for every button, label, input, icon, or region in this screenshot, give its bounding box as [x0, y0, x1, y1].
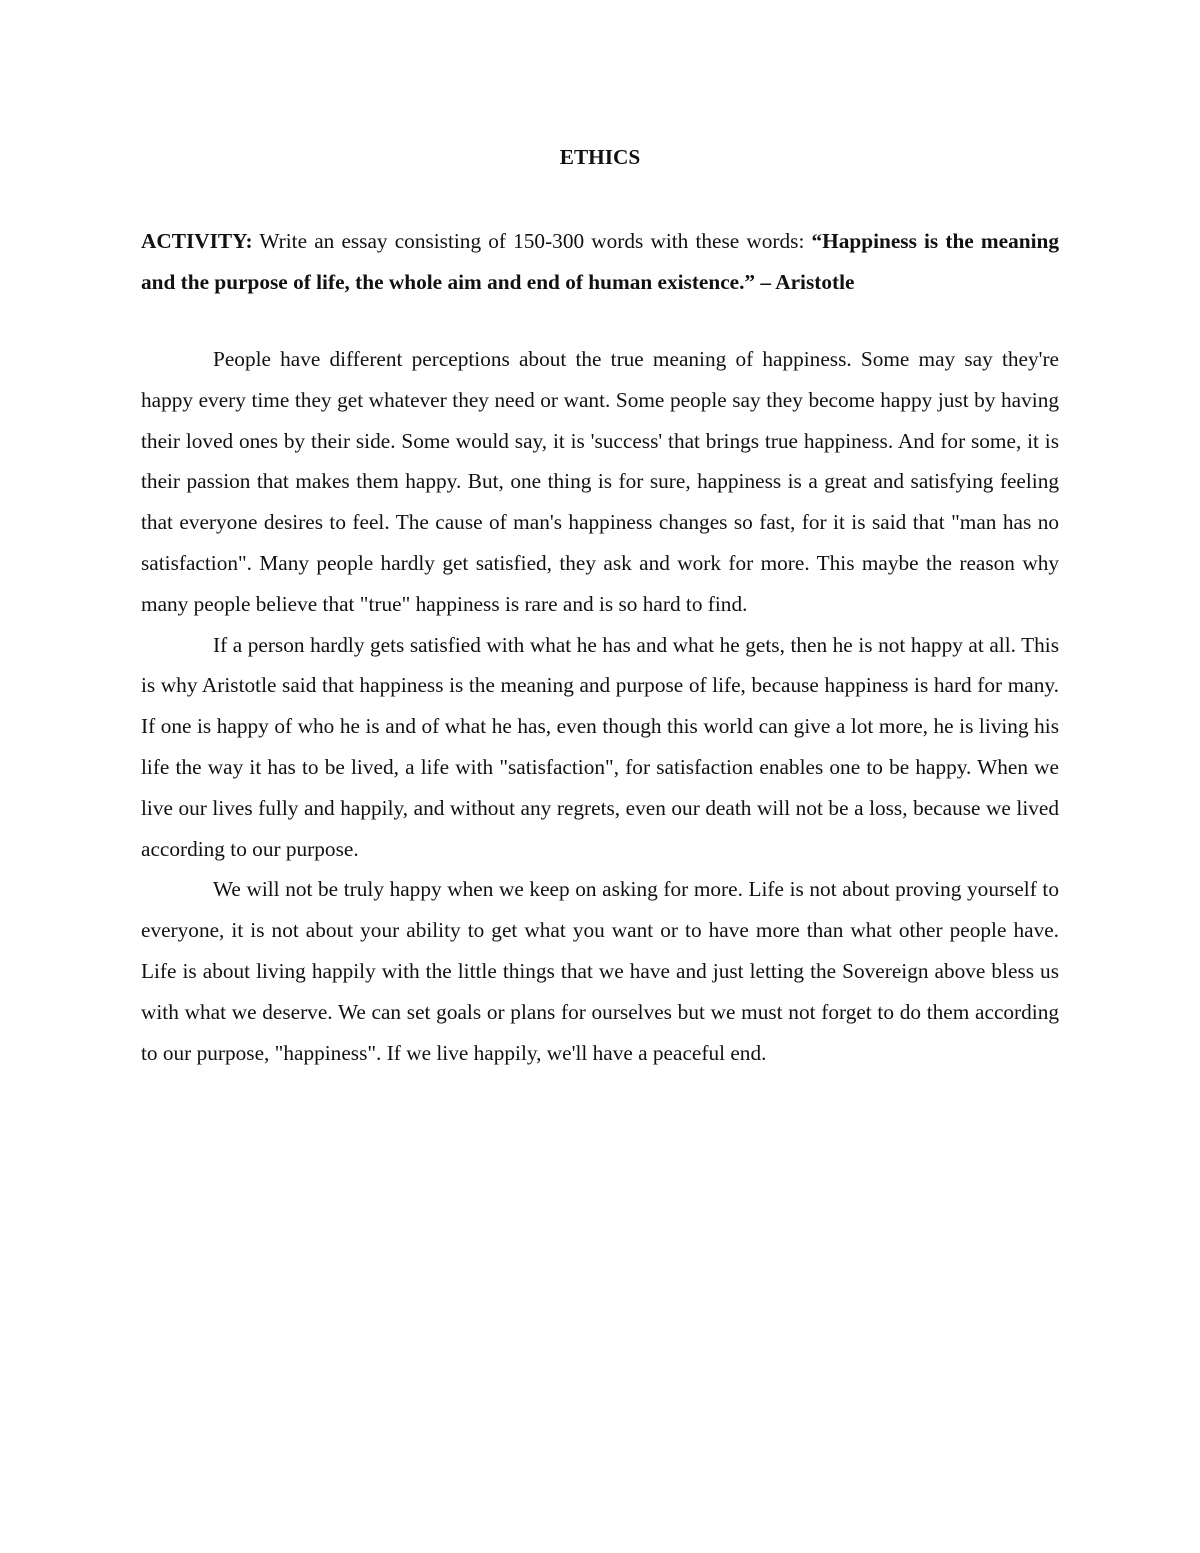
essay-paragraph: We will not be truly happy when we keep on asking for more. Life is not about proving yourself to everyone, it is not about your ability to get what you want or to have more than what other people have. Life is about living happily with the little things that we have and just letting the Sovereign above bless us with what we deserve. We can set goals or plans for ourselves but we must not forget to do them according to our purpose, "happiness". If we live happily, we'll have a peaceful end. [141, 877, 1059, 1065]
essay-paragraph: People have different perceptions about the true meaning of happiness. Some may say they're happy every time they get whatever they need or want. Some people say they become happy just by having their loved ones by their side. Some would say, it is 'success' that brings true happiness. And for some, it is their passion that makes them happy. But, one thing is for sure, happiness is a great and satisfying feeling that everyone desires to feel. The cause of man's happiness changes so fast, for it is said that "man has no satisfaction". Many people hardly get satisfied, they ask and work for more. This maybe the reason why many people believe that "true" happiness is rare and is so hard to find. [141, 347, 1059, 616]
page-title: ETHICS [559, 145, 641, 169]
activity-quote: “Happiness is the meaning and the purpose of life, the whole aim and end of human existence.” – Aristotle [141, 229, 1059, 294]
activity-prompt [141, 221, 1059, 303]
activity-instruction: Write an essay consisting of 150-300 words with these words: [252, 229, 812, 253]
essay-paragraph: If a person hardly gets satisfied with what he has and what he gets, then he is not happy at all. This is why Aristotle said that happiness is the meaning and purpose of life, because happiness is hard for many. If one is happy of who he is and of what he has, even though this world can give a lot more, he is living his life the way it has to be lived, a life with "satisfaction", for satisfaction enables one to be happy. When we live our lives fully and happily, and without any regrets, even our death will not be a loss, because we lived according to our purpose. [141, 632, 1059, 861]
activity-label: ACTIVITY: [141, 229, 253, 253]
document-page [141, 0, 1059, 1553]
essay-body [141, 339, 1059, 1073]
